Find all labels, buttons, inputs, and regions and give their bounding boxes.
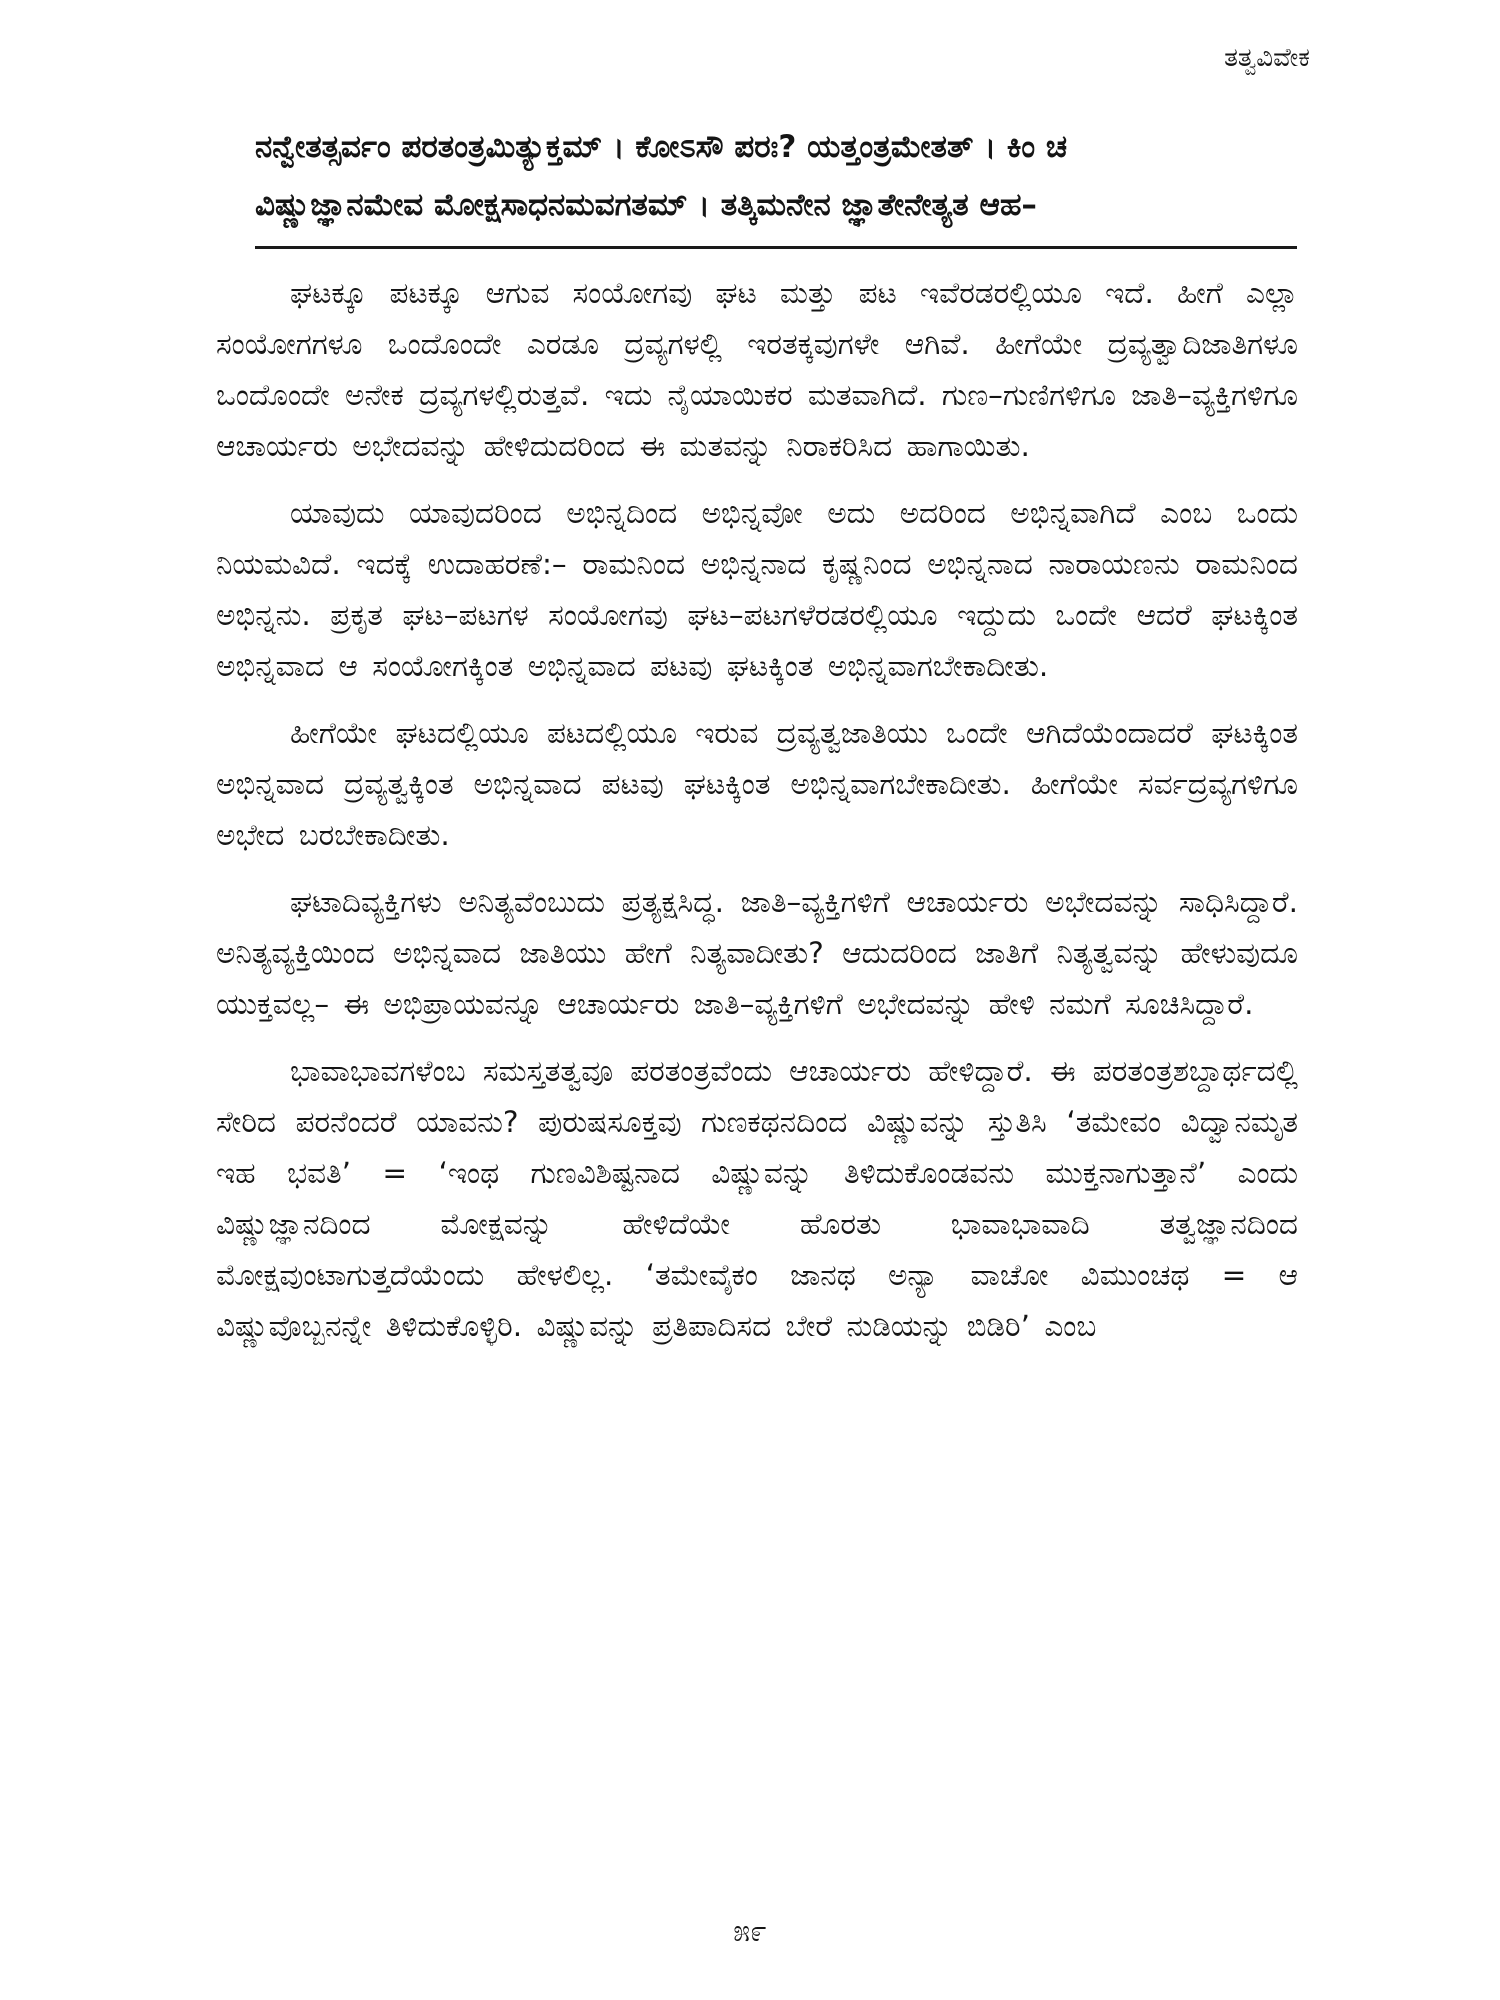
page-number: ೫೯ <box>733 1914 767 1949</box>
running-head-title: ತತ್ವವಿವೇಕ <box>1224 43 1310 73</box>
commentary-paragraph: ಯಾವುದು ಯಾವುದರಿಂದ ಅಭಿನ್ನದಿಂದ ಅಭಿನ್ನವೋ ಅದು ಅದರಿಂದ ಅಭಿನ್ನವಾಗಿದೆ ಎಂಬ ಒಂದು ನಿಯಮವಿದೆ. ಇದಕ್ಕೆ ಉದಾಹರಣೆ:– ರಾಮನಿಂದ ಅಭಿನ್ನನಾದ ಕೃಷ್ಣನಿಂದ ಅಭಿನ್ನನಾದ ನಾರಾಯಣನು ರಾಮನಿಂದ ಅಭಿನ್ನನು. ಪ್ರಕೃತ ಘಟ–ಪಟಗಳ ಸಂಯೋಗವು ಘಟ–ಪಟಗಳೆರಡರಲ್ಲಿಯೂ ಇದ್ದುದು ಒಂದೇ ಆದರೆ ಘಟಕ್ಕಿಂತ ಅಭಿನ್ನವಾದ ಆ ಸಂಯೋಗಕ್ಕಿಂತ ಅಭಿನ್ನವಾದ ಪಟವು ಘಟಕ್ಕಿಂತ ಅಭಿನ್ನವಾಗಬೇಕಾದೀತು. <box>216 496 1298 683</box>
sanskrit-line: ವಿಷ್ಣುಜ್ಞಾನಮೇವ ಮೋಕ್ಷಸಾಧನಮವಗತಮ್ । ತತ್ಕಿಮನೇನ ಜ್ಞಾತೇನೇತ್ಯತ ಆಹ– <box>255 187 1037 223</box>
commentary-paragraph: ಘಟಾದಿವ್ಯಕ್ತಿಗಳು ಅನಿತ್ಯವೆಂಬುದು ಪ್ರತ್ಯಕ್ಷಸಿದ್ಧ. ಜಾತಿ–ವ್ಯಕ್ತಿಗಳಿಗೆ ಆಚಾರ್ಯರು ಅಭೇದವನ್ನು ಸಾಧಿಸಿದ್ದಾರೆ. ಅನಿತ್ಯವ್ಯಕ್ತಿಯಿಂದ ಅಭಿನ್ನವಾದ ಜಾತಿಯು ಹೇಗೆ ನಿತ್ಯವಾದೀತು? ಆದುದರಿಂದ ಜಾತಿಗೆ ನಿತ್ಯತ್ವವನ್ನು ಹೇಳುವುದೂ ಯುಕ್ತವಲ್ಲ– ಈ ಅಭಿಪ್ರಾಯವನ್ನೂ ಆಚಾರ್ಯರು ಜಾತಿ–ವ್ಯಕ್ತಿಗಳಿಗೆ ಅಭೇದವನ್ನು ಹೇಳಿ ನಮಗೆ ಸೂಚಿಸಿದ್ದಾರೆ. <box>216 885 1298 1021</box>
sanskrit-verse-block <box>255 118 1297 234</box>
commentary-body <box>216 268 1298 1368</box>
commentary-paragraph: ಹೀಗೆಯೇ ಘಟದಲ್ಲಿಯೂ ಪಟದಲ್ಲಿಯೂ ಇರುವ ದ್ರವ್ಯತ್ವಜಾತಿಯು ಒಂದೇ ಆಗಿದೆಯೆಂದಾದರೆ ಘಟಕ್ಕಿಂತ ಅಭಿನ್ನವಾದ ದ್ರವ್ಯತ್ವಕ್ಕಿಂತ ಅಭಿನ್ನವಾದ ಪಟವು ಘಟಕ್ಕಿಂತ ಅಭಿನ್ನವಾಗಬೇಕಾದೀತು. ಹೀಗೆಯೇ ಸರ್ವದ್ರವ್ಯಗಳಿಗೂ ಅಭೇದ ಬರಬೇಕಾದೀತು. <box>216 716 1298 852</box>
commentary-paragraph: ಘಟಕ್ಕೂ ಪಟಕ್ಕೂ ಆಗುವ ಸಂಯೋಗವು ಘಟ ಮತ್ತು ಪಟ ಇವೆರಡರಲ್ಲಿಯೂ ಇದೆ. ಹೀಗೆ ಎಲ್ಲಾ ಸಂಯೋಗಗಳೂ ಒಂದೊಂದೇ ಎರಡೂ ದ್ರವ್ಯಗಳಲ್ಲಿ ಇರತಕ್ಕವುಗಳೇ ಆಗಿವೆ. ಹೀಗೆಯೇ ದ್ರವ್ಯತ್ವಾದಿಜಾತಿಗಳೂ ಒಂದೊಂದೇ ಅನೇಕ ದ್ರವ್ಯಗಳಲ್ಲಿರುತ್ತವೆ. ಇದು ನೈಯಾಯಿಕರ ಮತವಾಗಿದೆ. ಗುಣ–ಗುಣಿಗಳಿಗೂ ಜಾತಿ–ವ್ಯಕ್ತಿಗಳಿಗೂ ಆಚಾರ್ಯರು ಅಭೇದವನ್ನು ಹೇಳಿದುದರಿಂದ ಈ ಮತವನ್ನು ನಿರಾಕರಿಸಿದ ಹಾಗಾಯಿತು. <box>216 276 1298 463</box>
separator-rule <box>255 246 1297 249</box>
commentary-paragraph: ಭಾವಾಭಾವಗಳೆಂಬ ಸಮಸ್ತತತ್ವವೂ ಪರತಂತ್ರವೆಂದು ಆಚಾರ್ಯರು ಹೇಳಿದ್ದಾರೆ. ಈ ಪರತಂತ್ರಶಬ್ದಾರ್ಥದಲ್ಲಿ ಸೇರಿದ ಪರನೆಂದರೆ ಯಾವನು? ಪುರುಷಸೂಕ್ತವು ಗುಣಕಥನದಿಂದ ವಿಷ್ಣುವನ್ನು ಸ್ತುತಿಸಿ ‘ತಮೇವಂ ವಿದ್ವಾನಮೃತ ಇಹ ಭವತಿ’ = ‘ಇಂಥ ಗುಣವಿಶಿಷ್ಟನಾದ ವಿಷ್ಣುವನ್ನು ತಿಳಿದುಕೊಂಡವನು ಮುಕ್ತನಾಗುತ್ತಾನೆ’ ಎಂದು ವಿಷ್ಣುಜ್ಞಾನದಿಂದ ಮೋಕ್ಷವನ್ನು ಹೇಳಿದೆಯೇ ಹೊರತು ಭಾವಾಭಾವಾದಿ ತತ್ವಜ್ಞಾನದಿಂದ ಮೋಕ್ಷವುಂಟಾಗುತ್ತದೆಯೆಂದು ಹೇಳಲಿಲ್ಲ. ‘ತಮೇವೈಕಂ ಜಾನಥ ಅನ್ಯಾ ವಾಚೋ ವಿಮುಂಚಥ = ಆ ವಿಷ್ಣುವೊಬ್ಬನನ್ನೇ ತಿಳಿದುಕೊಳ್ಳಿರಿ. ವಿಷ್ಣುವನ್ನು ಪ್ರತಿಪಾದಿಸದ ಬೇರೆ ನುಡಿಯನ್ನು ಬಿಡಿರಿ’ ಎಂಬ <box>216 1054 1298 1343</box>
sanskrit-line: ನನ್ವೇತತ್ಸರ್ವಂ ಪರತಂತ್ರಮಿತ್ಯುಕ್ತಮ್ । ಕೋಽಸೌ ಪರಃ? ಯತ್ತಂತ್ರಮೇತತ್ । ಕಿಂ ಚ <box>255 129 1068 165</box>
